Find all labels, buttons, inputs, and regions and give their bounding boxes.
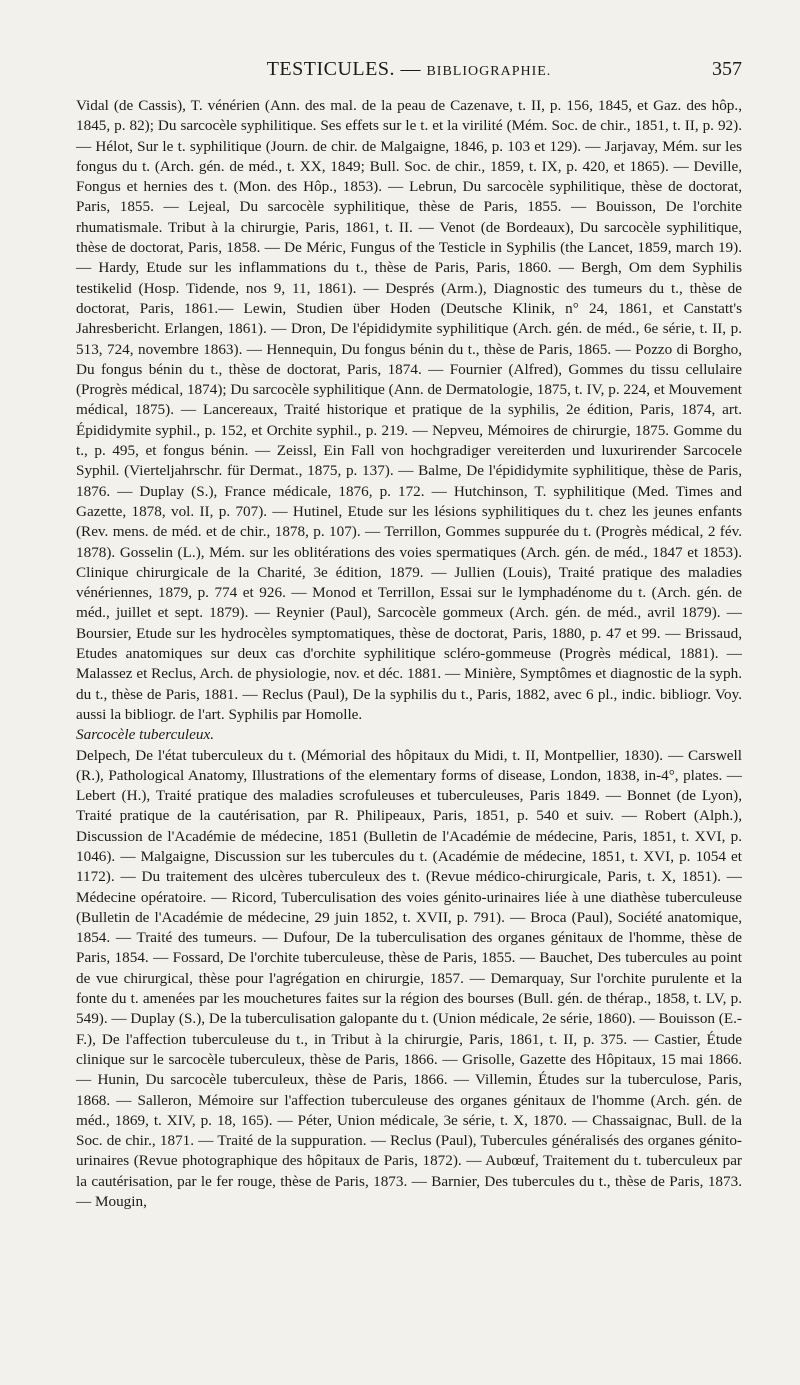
bibliography-paragraph-syphilitic: Vidal (de Cassis), T. vénérien (Ann. des mal. de la peau de Cazenave, t. II, p. 156, 1845, et Gaz. des hôp., 1845, p. 82); Du sarcocèle syphilitique. Ses effets sur le t. et la virilité (Mém. Soc. de chir., 1851, t. II, p. 92). — Hélot, Sur le t. syphilitique (Journ. de chir. de Malgaigne, 1846, p. 103 et 129). — Jarjavay, Mém. sur les fongus du t. (Arch. gén. de méd., t. XX, 1849; Bull. Soc. de chir., 1859, t. IX, p. 420, et 1865). — Deville, Fongus et hernies des t. (Mon. des Hôp., 1853). — Lebrun, Du sarcocèle syphilitique, thèse de doctorat, Paris, 1855. — Lejeal, Du sarcocèle syphilitique, thèse de Paris, 1855. — Bouisson, De l'orchite rhumatismale. Tribut à la chirurgie, Paris, 1861, t. II. — Venot (de Bordeaux), Du sarcocèle syphilitique, thèse de doctorat, Paris, 1858. — De Méric, Fungus of the Testicle in Syphilis (the Lancet, 1859, march 19). — Hardy, Etude sur les inflammations du t., thèse de Paris, Paris, 1860. — Bergh, Om dem Syphilis testikelid (Hosp. Tidende, nos 9, 11, 1861). — Després (Arm.), Diagnostic des tumeurs du t., thèse de doctorat, Paris, 1861.— Lewin, Studien über Hoden (Deutsche Klinik, n° 24, 1861, et Canstatt's Jahresbericht. Erlangen, 1861). — Dron, De l'épididymite syphilitique (Arch. gén. de méd., 6e série, t. II, p. 513, 724, novembre 1863). — Hennequin, Du fongus bénin du t., thèse de Paris, 1865. — Pozzo di Borgho, Du fongus bénin du t., thèse de doctorat, Paris, 1874. — Fournier (Alfred), Gommes du tissu cellulaire (Progrès médical, 1874); Du sarcocèle syphilitique (Ann. de Dermatologie, 1875, t. IV, p. 224, et Mouvement médical, 1875). — Lancereaux, Traité historique et pratique de la syphilis, 2e édition, Paris, 1874, art. Épididymite syphil., p. 152, et Orchite syphil., p. 219. — Nepveu, Mémoires de chirurgie, 1875. Gomme du t., p. 495, et fongus bénin. — Zeissl, Ein Fall von hochgradiger vereiterden und luxurirender Sarcocele Syphil. (Vierteljahrschr. für Dermat., 1875, p. 137). — Balme, De l'épididymite syphilitique, thèse de Paris, 1876. — Duplay (S.), France médicale, 1876, p. 172. — Hutchinson, T. syphilitique (Med. Times and Gazette, 1878, vol. II, p. 707). — Hutinel, Etude sur les lésions syphilitiques du t. chez les jeunes enfants (Rev. mens. de méd. et de chir., 1878, p. 107). — Terrillon, Gommes suppurée du t. (Progrès médical, 2 fév. 1878). Gosselin (L.), Mém. sur les oblitérations des voies spermatiques (Arch. gén. de méd., 1847 et 1853). Clinique chirurgicale de la Charité, 3e édition, 1879. — Jullien (Louis), Traité pratique des maladies vénériennes, 1879, p. 774 et 926. — Monod et Terrillon, Essai sur le lymphadénome du t. (Arch. gén. de méd., juillet et sept. 1879). — Reynier (Paul), Sarcocèle gommeux (Arch. gén. de méd., avril 1879). — Boursier, Etude sur les hydrocèles symptomatiques, thèse de doctorat, Paris, 1880, p. 47 et 99. — Brissaud, Etudes anatomiques sur deux cas d'orchite syphilitique scléro-gommeuse (Progrès médical, 1881). — Malassez et Reclus, Arch. de physiologie, nov. et déc. 1881. — Minière, Symptômes et diagnostic de la syph. du t., thèse de Paris, 1881. — Reclus (Paul), De la syphilis du t., Paris, 1882, avec 6 pl., indic. bibliogr. Voy. aussi la bibliogr. de l'art. Syphilis par Homolle. (76, 97, 742, 723)
bibliography-paragraph-tuberculous: Delpech, De l'état tuberculeux du t. (Mémorial des hôpitaux du Midi, t. II, Montpellier, 1830). — Carswell (R.), Pathological Anatomy, Illustrations of the elementary forms of disease, London, 1838, in-4°, plates. — Lebert (H.), Traité pratique des maladies scrofuleuses et tuberculeuses, Paris 1849. — Bonnet (de Lyon), Traité pratique de la cautérisation, par R. Philipeaux, Paris, 1851, p. 540 et suiv. — Robert (Alph.), Discussion de l'Académie de médecine, 1851 (Bulletin de l'Académie de médecine, Paris, 1851, t. XVI, p. 1046). — Malgaigne, Discussion sur les tubercules du t. (Académie de médecine, 1851, t. XVI, p. 1054 et 1172). — Du traitement des ulcères tuberculeux des t. (Revue médico-chirurgicale, Paris, t. X, 1851). — Médecine opératoire. — Ricord, Tuberculisation des voies génito-urinaires liée à une diathèse tuberculeuse (Bulletin de l'Académie de médecine, 29 juin 1852, t. XVII, p. 791). — Broca (Paul), Société anatomique, 1854. — Traité des tumeurs. — Dufour, De la tuberculisation des organes génitaux de l'homme, thèse de Paris, 1854. — Fossard, De l'orchite tuberculeuse, thèse de Paris, 1855. — Bauchet, Des tubercules au point de vue chirurgical, thèse pour l'agrégation en chirurgie, 1857. — Demarquay, Sur l'orchite purulente et la fonte du t. amenées par les mouchetures faites sur la région des bourses (Bull. gén. de thérap., 1858, t. LV, p. 549). — Duplay (S.), De la tuberculisation galopante du t. (Union médicale, 2e série, 1860). — Bouisson (E.-F.), De l'affection tuberculeuse du t., in Tribut à la chirurgie, Paris, 1861, t. II, p. 375. — Castier, Étude clinique sur le sarcocèle tuberculeux, thèse de Paris, 1866. — Grisolle, Gazette des Hôpitaux, 15 mai 1866. — Hunin, Du sarcocèle tuberculeux, thèse de Paris, 1866. — Villemin, Études sur la tuberculose, Paris, 1868. — Salleron, Mémoire sur l'affection tuberculeuse des organes génitaux de l'homme (Arch. gén. de méd., 1869, t. XIV, p. 18, 165). — Péter, Union médicale, 3e série, t. X, 1870. — Chassaignac, Bull. de la Soc. de chir., 1871. — Traité de la suppuration. — Reclus (Paul), Tubercules généralisés des organes génito-urinaires (Revue photographique des hôpitaux de Paris, 1872). — Aubœuf, Traitement du t. tuberculeux par la cautérisation, par le fer rouge, thèse de Paris, 1873. — Barnier, Des tubercules du t., thèse de Paris, 1873. — Mougin, (76, 746, 742, 1211)
running-header (76, 0, 742, 80)
page-title (76, 58, 742, 81)
header-title: TESTICULES. (266, 58, 395, 80)
section-title: Sarcocèle tuberculeux. (76, 726, 215, 744)
header-dash: — (400, 58, 421, 80)
page-number: 357 (712, 58, 742, 80)
header-subtitle: BIBLIOGRAPHIE. (426, 64, 552, 79)
bibliography-body (76, 96, 742, 1212)
